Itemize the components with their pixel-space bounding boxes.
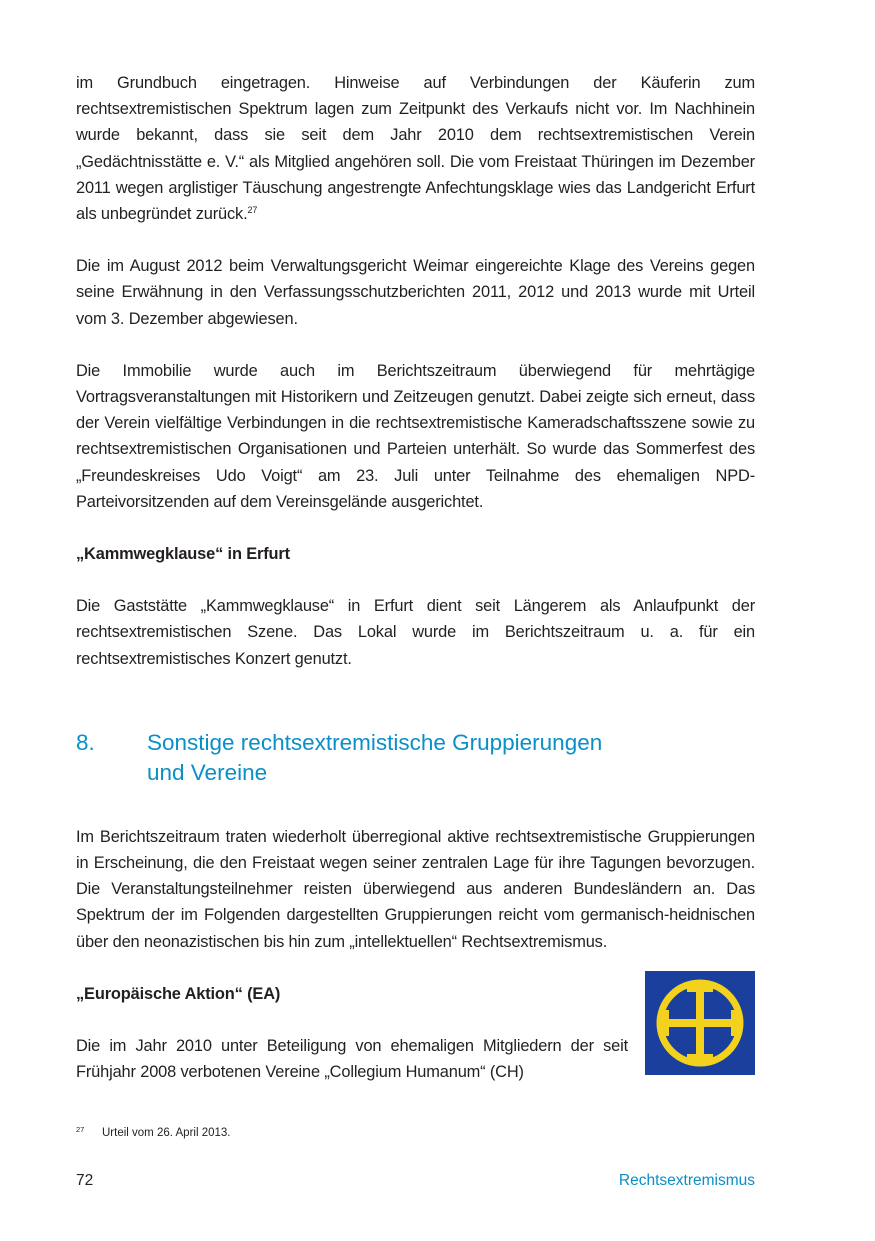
paragraph: Die im Jahr 2010 unter Beteiligung von ehemaligen Mitgliedern der seit Frühjahr 2008 verbotenen Vereine „Collegium Humanum“ (CH): [76, 1037, 628, 1082]
page-body: [76, 70, 755, 1085]
subheading-kammwegklause: „Kammwegklause“ in Erfurt: [76, 545, 290, 564]
ea-cross-emblem-icon: [645, 971, 755, 1075]
paragraph: im Grundbuch eingetragen. Hinweise auf Verbindungen der Käuferin zum rechtsextremistischen Spektrum lagen zum Zeitpunkt des Verkaufs nicht vor. Im Nachhinein wurde bekannt, dass sie seit dem Jahr 2010 dem rechtsextremistischen Verein „Gedächtnisstätte e. V.“ als Mitglied angehören soll. Die vom Freistaat Thüringen im Dezember 2011 wegen arglistiger Täuschung angestrengte Anfechtungsklage wies das Landgericht Erfurt als unbegründet zurück.$^{27}$: [76, 74, 755, 224]
chapter-heading: [76, 728, 755, 788]
page-number: 72: [76, 1172, 94, 1189]
chapter-title: Sonstige rechtsextremistische Gruppierungen und Vereine: [147, 729, 603, 785]
paragraph: Die im August 2012 beim Verwaltungsgericht Weimar eingereichte Klage des Vereins gegen seine Erwähnung in den Verfassungsschutzberichten 2011, 2012 und 2013 wurde mit Urteil vom 3. Dezember abgewiesen.: [76, 257, 755, 328]
footnote-number: 27: [76, 1125, 85, 1134]
subheading-europaeische-aktion: „Europäische Aktion“ (EA): [76, 984, 281, 1003]
section-label: Rechtsextremismus: [618, 1172, 755, 1189]
footnote-text: Urteil vom 26. April 2013.: [102, 1127, 231, 1139]
chapter-number: 8.: [76, 729, 95, 755]
paragraph: Die Gaststätte „Kammwegklause“ in Erfurt dient seit Längerem als Anlaufpunkt der rechtsextremistischen Szene. Das Lokal wurde im Berichtszeitraum u. a. für ein rechtsextremistisches Konzert genutzt.: [76, 597, 755, 668]
footnote: [76, 1126, 230, 1140]
paragraph: Im Berichtszeitraum traten wiederholt überregional aktive rechtsextremistische Gruppierungen in Erscheinung, die den Freistaat wegen seiner zentralen Lage für ihre Tagungen bevorzugen. Die Veranstaltungsteilnehmer reisten überwiegend aus anderen Bundesländern an. Das Spektrum der im Folgenden dargestellten Gruppierungen reicht vom germanisch-heidnischen über den neonazistischen bis hin zum „intellektuellen“ Rechtsextremismus.: [76, 827, 755, 951]
ea-section: [76, 981, 755, 1086]
paragraph: Die Immobilie wurde auch im Berichtszeitraum überwiegend für mehrtägige Vortragsveranstaltungen mit Historikern und Zeitzeugen genutzt. Dabei zeigte sich erneut, dass der Verein vielfältige Verbindungen in die rechtsextremistische Kameradschaftsszene sowie zu rechtsextremistischen Organisationen und Parteien unterhält. So wurde das Sommerfest des „Freundeskreises Udo Voigt“ am 23. Juli unter Teilnahme des ehemaligen NPD-Parteivorsitzenden auf dem Vereinsgelände ausgerichtet.: [76, 361, 755, 511]
footnote-reference[interactable]: 27: [247, 205, 258, 216]
